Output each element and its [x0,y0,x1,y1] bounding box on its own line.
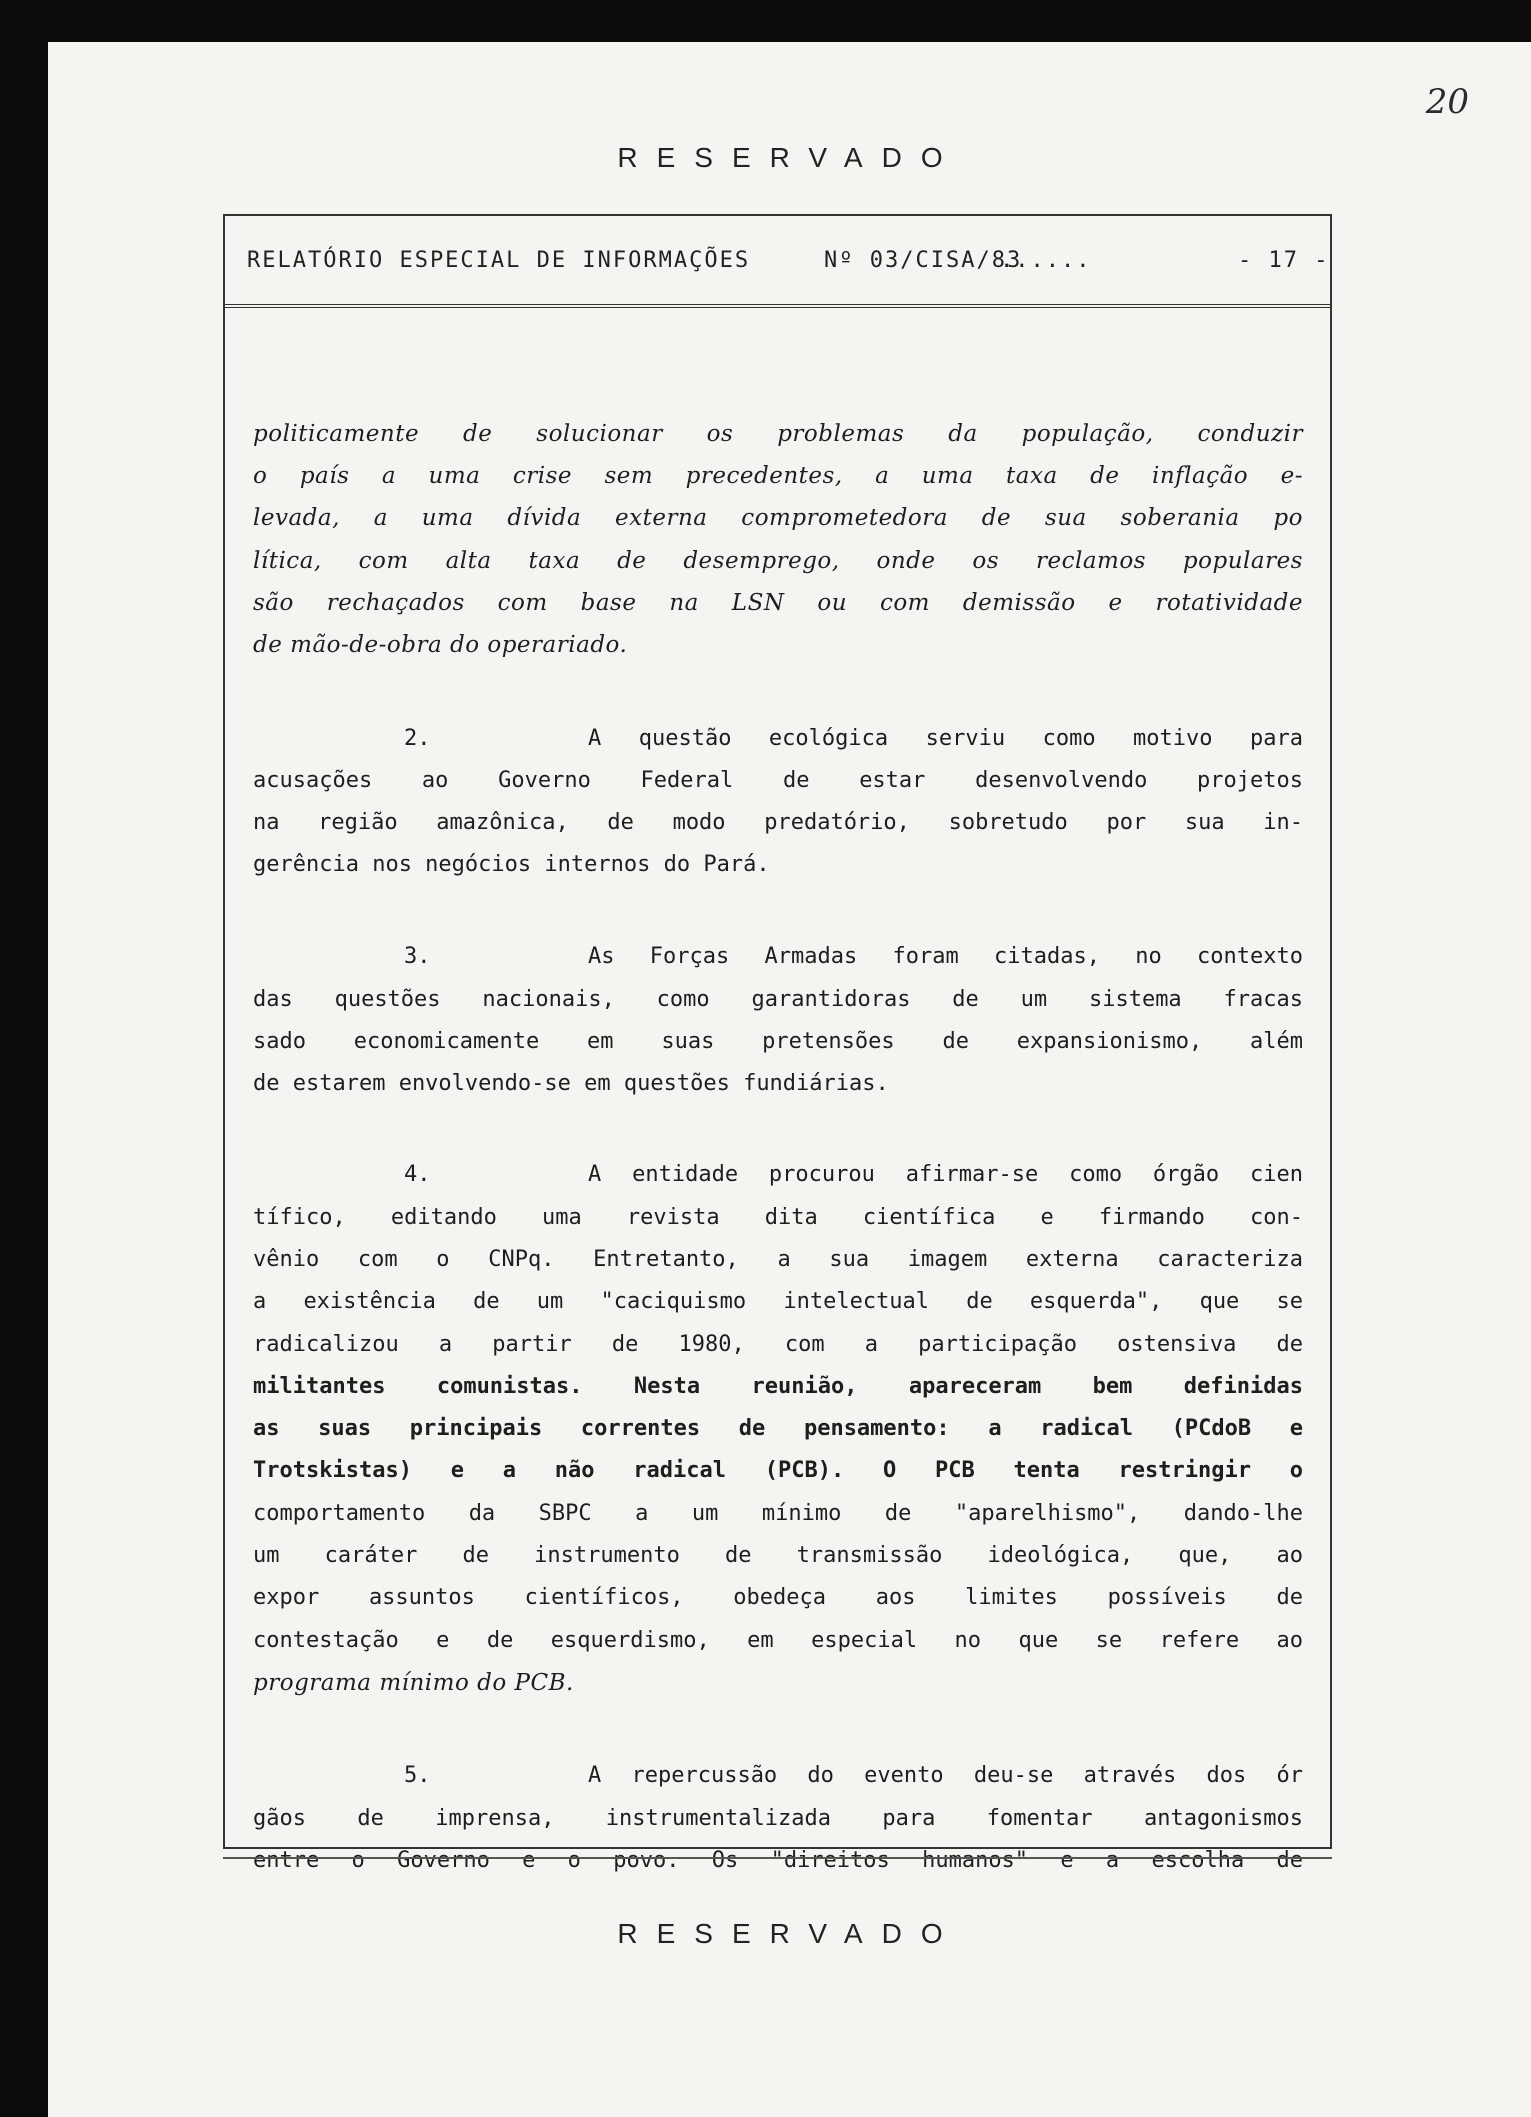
paragraph-2-line: acusações ao Governo Federal de estar desenvolvendo projetos [253,768,1303,793]
paragraph-4-line: tífico, editando uma revista dita científica e firmando con- [253,1205,1303,1230]
paragraph-5-line: entre o Governo e o povo. Os "direitos humanos" e a escolha de [253,1848,1303,1873]
paragraph-4-line: Trotskistas) e a não radical (PCB). O PCB tenta restringir o [253,1458,1303,1483]
paragraph-2-line: A questão ecológica serviu como motivo para [588,726,1303,751]
report-page-number: - 17 - [1238,248,1330,273]
classification-top: RESERVADO [617,142,962,173]
paragraph-4-line: as suas principais correntes de pensamento: a radical (PCdoB e [253,1416,1303,1441]
paragraph-1-line: de mão-de-obra do operariado. [253,632,628,658]
paragraph-1-line: levada, a uma dívida externa comprometedora de sua soberania po [253,505,1303,531]
report-number: Nº 03/CISA/83 [824,248,1023,273]
paragraph-3-line: sado economicamente em suas pretensões de expansionismo, além [253,1029,1303,1054]
report-body [225,216,1330,1873]
paragraph-5-number: 5. [404,1763,431,1788]
paragraph-4-line: um caráter de instrumento de transmissão ideológica, que, ao [253,1543,1303,1568]
paragraph-3-number: 3. [404,944,431,969]
paragraph-1-line: politicamente de solucionar os problemas da população, conduzir [253,421,1303,447]
paragraph-3-line: de estarem envolvendo-se em questões fundiárias. [253,1071,889,1096]
report-frame [223,214,1332,1873]
paragraph-4-line: militantes comunistas. Nesta reunião, apareceram bem definidas [253,1374,1303,1399]
paragraph-4-line: contestação e de esquerdismo, em especial no que se refere ao [253,1628,1303,1653]
paragraph-4-line: A entidade procurou afirmar-se como órgão cien [588,1162,1303,1187]
paragraph-2-line: na região amazônica, de modo predatório, sobretudo por sua in- [253,810,1303,835]
paragraph-4-line: vênio com o CNPq. Entretanto, a sua imagem externa caracteriza [253,1247,1303,1272]
paragraph-5-line: A repercussão do evento deu-se através dos ór [588,1763,1303,1788]
paragraph-3-line: das questões nacionais, como garantidoras de um sistema fracas [253,987,1303,1012]
paragraph-4-line: comportamento da SBPC a um mínimo de "aparelhismo", dando-lhe [253,1501,1303,1526]
paragraph-3-line: As Forças Armadas foram citadas, no contexto [588,944,1303,969]
paragraph-1-line: lítica, com alta taxa de desemprego, onde os reclamos populares [253,548,1303,574]
paragraph-4-line: radicalizou a partir de 1980, com a participação ostensiva de [253,1332,1303,1357]
paragraph-4-line: expor assuntos científicos, obedeça aos limites possíveis de [253,1585,1303,1610]
handwritten-page-number: 20 [1425,82,1469,122]
paragraph-4-number: 4. [404,1162,431,1187]
paragraph-4-line: programa mínimo do PCB. [253,1670,574,1696]
document-page [48,42,1531,2117]
paragraph-1-line: o país a uma crise sem precedentes, a uma taxa de inflação e- [253,463,1303,489]
report-leader-dots: ...... [1000,248,1092,273]
paragraph-1-line: são rechaçados com base na LSN ou com demissão e rotatividade [253,590,1303,616]
paragraph-2-number: 2. [404,726,431,751]
paragraph-5-line: gãos de imprensa, instrumentalizada para fomentar antagonismos [253,1806,1303,1831]
report-title: RELATÓRIO ESPECIAL DE INFORMAÇÕES [247,248,751,273]
paragraph-2-line: gerência nos negócios internos do Pará. [253,852,770,877]
paragraph-4-line: a existência de um "caciquismo intelectual de esquerda", que se [253,1289,1303,1314]
classification-bottom: RESERVADO [617,1918,962,1949]
